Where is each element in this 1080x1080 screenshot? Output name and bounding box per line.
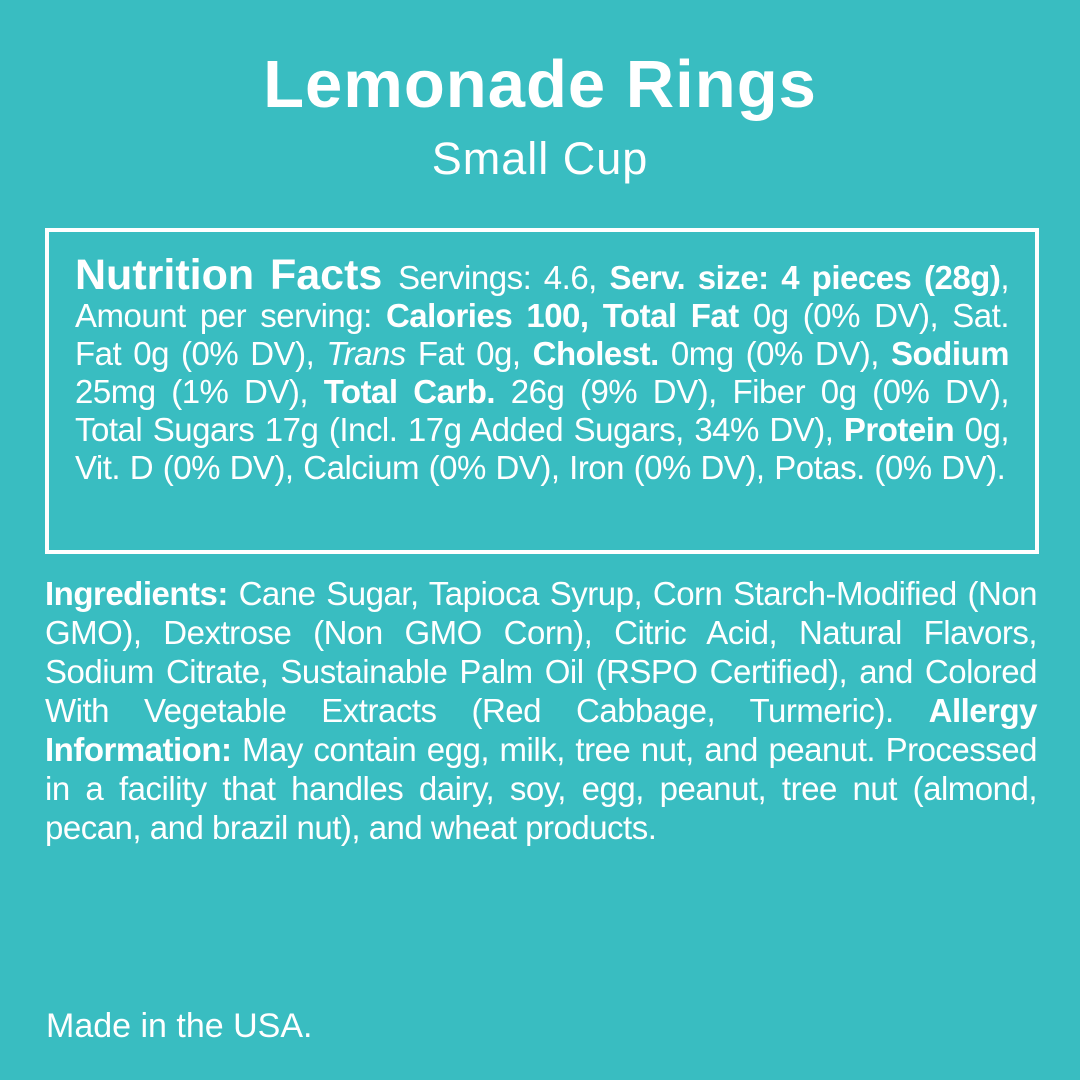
text-segment: Cane Sugar, Tapioca Syrup, Corn Starch-Modified (Non GMO), Dextrose (Non GMO Corn), Citric Acid, Natural Flavors, Sodium Citrate, Sustainable Palm Oil (RSPO Certified), and Colored With Vegetable Extracts (Red Cabbage, Turmeric). (45, 575, 1037, 729)
text-segment: Trans (326, 335, 406, 372)
product-subtitle: Small Cup (431, 133, 649, 184)
text-segment: Serv. size: 4 pieces (28g) (609, 259, 1001, 296)
text-segment: Protein (843, 411, 955, 448)
nutrition-facts-box (45, 228, 1039, 554)
text-segment: Cholest. (532, 335, 659, 372)
text-segment: , Amount per serving: (75, 259, 1009, 334)
text-segment: Calories 100, Total Fat (385, 297, 753, 334)
text-segment: Total Carb. (323, 373, 496, 410)
text-segment: Servings: 4.6, (398, 259, 610, 296)
text-segment: Ingredients: (45, 575, 239, 612)
text-segment: Sodium (891, 335, 1009, 372)
text-segment: May contain egg, milk, tree nut, and peanut. Processed in a facility that handles dairy, soy, egg, peanut, tree nut (almond, pecan, and brazil nut), and wheat products. (45, 731, 1037, 846)
text-segment: 0g (0% DV), Sat. Fat 0g (0% DV), (75, 297, 1009, 372)
made-in-usa-text: Made in the USA. (46, 1007, 313, 1045)
text-segment: Allergy Information: (45, 692, 1037, 768)
text-segment: Fat 0g, (405, 335, 533, 372)
text-segment: 26g (9% DV), Fiber 0g (0% DV), Total Sugars 17g (Incl. 17g Added Sugars, 34% DV), (75, 373, 1009, 448)
text-segment: 25mg (1% DV), (75, 373, 324, 410)
text-segment: 0mg (0% DV), (658, 335, 891, 372)
ingredients-text (45, 574, 1037, 847)
product-title: Lemonade Rings (263, 47, 817, 122)
nutrition-facts-text (75, 251, 1009, 487)
text-segment: Nutrition Facts (75, 251, 399, 299)
text-segment: 0g, Vit. D (0% DV), Calcium (0% DV), Iron (0% DV), Potas. (0% DV). (75, 411, 1009, 486)
